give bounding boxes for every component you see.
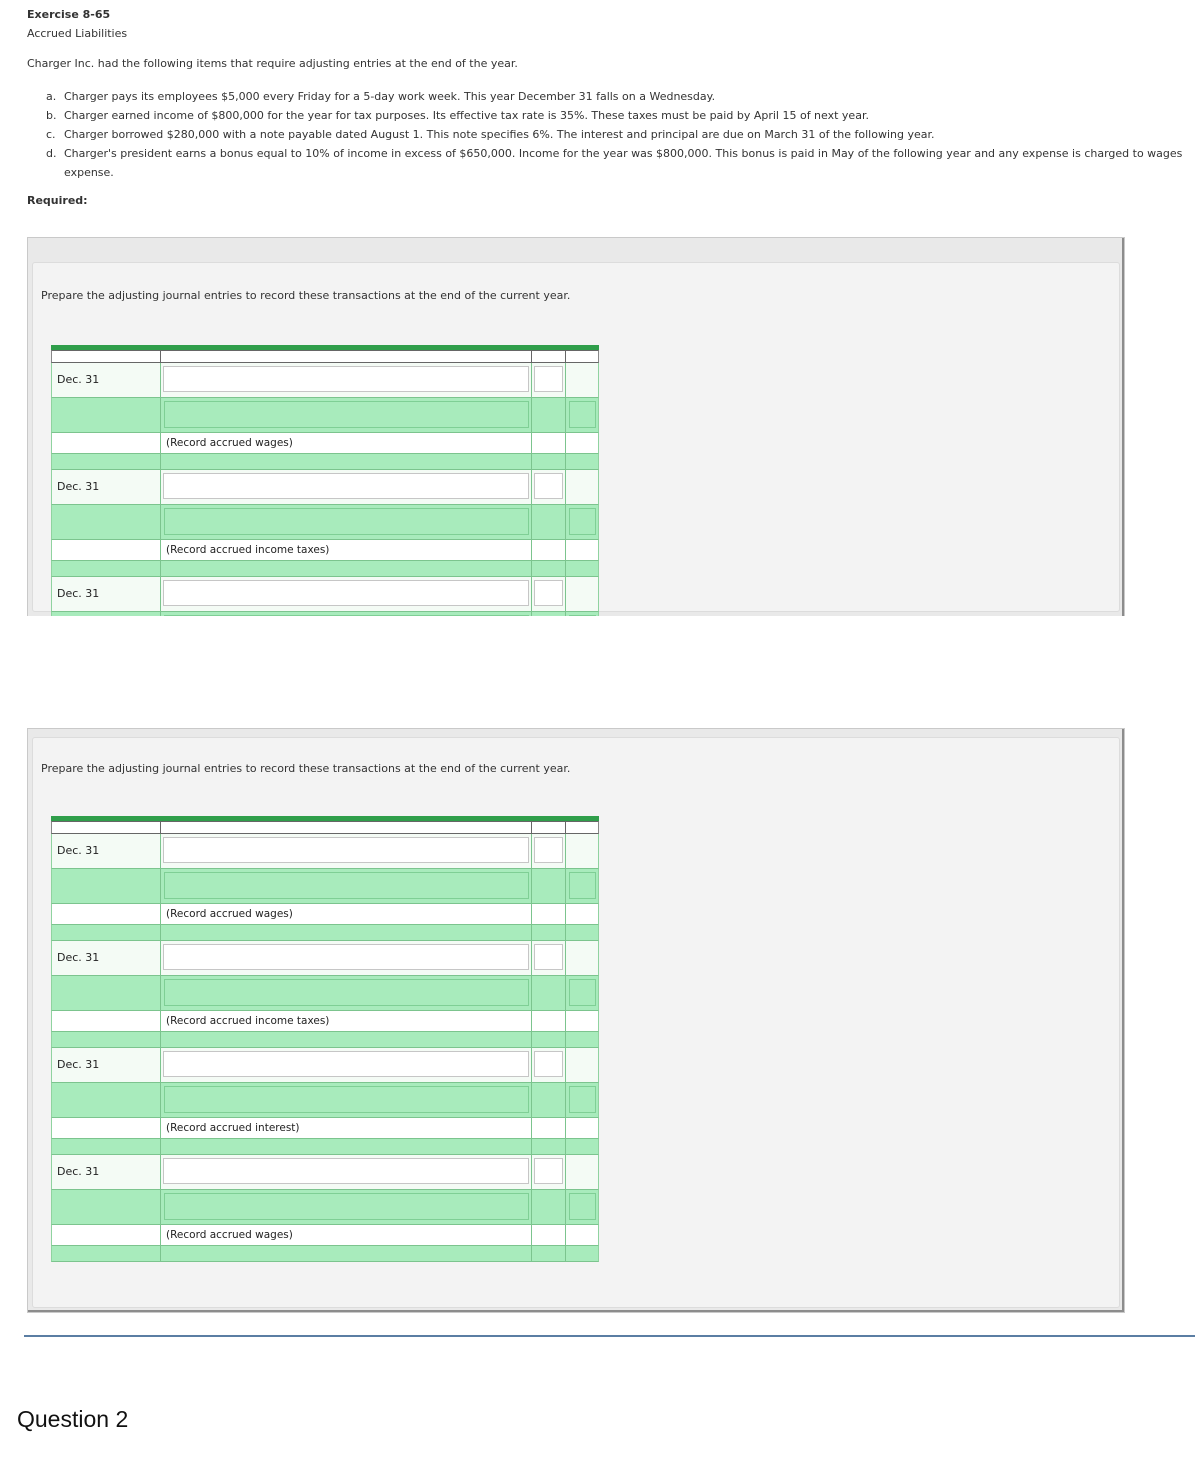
account-cell <box>161 612 532 616</box>
debit-cell <box>532 470 566 504</box>
account-cell <box>161 1083 532 1117</box>
entry-memo: (Record accrued wages) <box>161 433 532 453</box>
item-letter: b. <box>46 109 57 122</box>
credit-account-input[interactable] <box>164 1193 529 1220</box>
entry-date: Dec. 31 <box>52 834 161 868</box>
panel-shadow <box>1122 238 1124 616</box>
transaction-item-d <box>46 144 1192 182</box>
debit-row <box>51 1155 599 1190</box>
account-cell <box>161 1139 532 1154</box>
item-letter: d. <box>46 147 57 160</box>
debit-cell <box>532 1139 566 1154</box>
date-cell <box>52 1139 161 1154</box>
credit-amount-input[interactable] <box>569 979 596 1006</box>
separator-row <box>51 1139 599 1155</box>
panel-body <box>32 737 1120 1308</box>
separator-row <box>51 561 599 577</box>
account-cell <box>161 505 532 539</box>
answer-panel-1 <box>27 237 1125 616</box>
credit-row <box>51 1190 599 1225</box>
item-text: Charger borrowed $280,000 with a note payable dated August 1. This note specifies 6%. The interest and principal are due on March 31 of the following year. <box>64 128 935 141</box>
debit-row <box>51 1048 599 1083</box>
entry-memo: (Record accrued income taxes) <box>161 1011 532 1031</box>
credit-row <box>51 505 599 540</box>
debit-amount-input[interactable] <box>534 580 563 606</box>
credit-cell <box>566 869 598 903</box>
debit-row <box>51 941 599 976</box>
account-cell <box>161 925 532 940</box>
panel-body <box>32 262 1120 612</box>
credit-cell <box>566 1225 598 1245</box>
item-text: Charger earned income of $800,000 for the year for tax purposes. Its effective tax rate is 35%. These taxes must be paid by April 15 of next year. <box>64 109 869 122</box>
memo-row <box>51 1118 599 1139</box>
credit-cell <box>566 834 598 868</box>
account-cell <box>161 976 532 1010</box>
debit-cell <box>532 1032 566 1047</box>
debit-row <box>51 834 599 869</box>
table-header <box>51 821 599 834</box>
credit-cell <box>566 505 598 539</box>
credit-account-input[interactable] <box>164 615 529 616</box>
debit-cell <box>532 1118 566 1138</box>
credit-cell <box>566 1048 598 1082</box>
panel-shadow <box>1122 729 1124 1312</box>
credit-cell <box>566 925 598 940</box>
date-cell <box>52 398 161 432</box>
debit-account-input[interactable] <box>163 366 529 392</box>
account-cell <box>161 454 532 469</box>
account-cell <box>161 398 532 432</box>
debit-cell <box>532 1225 566 1245</box>
entry-date: Dec. 31 <box>52 941 161 975</box>
debit-cell <box>532 577 566 611</box>
debit-cell <box>532 941 566 975</box>
credit-cell <box>566 1083 598 1117</box>
date-cell <box>52 1225 161 1245</box>
date-cell <box>52 1083 161 1117</box>
credit-account-input[interactable] <box>164 508 529 535</box>
transaction-item-b <box>46 106 1192 125</box>
debit-cell <box>532 505 566 539</box>
date-cell <box>52 561 161 576</box>
memo-row <box>51 1225 599 1246</box>
entry-memo: (Record accrued wages) <box>161 1225 532 1245</box>
transaction-list <box>46 87 1192 182</box>
credit-amount-input[interactable] <box>569 1086 596 1113</box>
panel-instruction: Prepare the adjusting journal entries to record these transactions at the end of the current year. <box>41 289 571 302</box>
date-cell <box>52 612 161 616</box>
separator-row <box>51 1032 599 1048</box>
account-cell <box>161 869 532 903</box>
credit-cell <box>566 1246 598 1261</box>
exercise-subtitle: Accrued Liabilities <box>27 27 128 40</box>
debit-cell <box>532 363 566 397</box>
date-cell <box>52 433 161 453</box>
answer-panel-2 <box>27 728 1125 1313</box>
credit-amount-input[interactable] <box>569 872 596 899</box>
credit-cell <box>566 1190 598 1224</box>
date-cell <box>52 976 161 1010</box>
debit-cell <box>532 540 566 560</box>
required-label: Required: <box>27 194 88 207</box>
debit-cell <box>532 976 566 1010</box>
date-cell <box>52 540 161 560</box>
entry-date: Dec. 31 <box>52 1155 161 1189</box>
credit-account-input[interactable] <box>164 872 529 899</box>
credit-cell <box>566 976 598 1010</box>
separator-row <box>51 925 599 941</box>
credit-row <box>51 1083 599 1118</box>
panel-instruction: Prepare the adjusting journal entries to record these transactions at the end of the current year. <box>41 762 571 775</box>
account-cell <box>161 577 532 611</box>
account-cell <box>161 1048 532 1082</box>
transaction-item-a <box>46 87 1192 106</box>
debit-account-input[interactable] <box>163 1051 529 1077</box>
date-cell <box>52 1011 161 1031</box>
date-cell <box>52 505 161 539</box>
debit-row <box>51 577 599 612</box>
credit-account-input[interactable] <box>164 979 529 1006</box>
date-cell <box>52 1032 161 1047</box>
journal-table <box>51 345 599 616</box>
entry-date: Dec. 31 <box>52 470 161 504</box>
entry-memo: (Record accrued income taxes) <box>161 540 532 560</box>
entry-memo: (Record accrued wages) <box>161 904 532 924</box>
credit-cell <box>566 363 598 397</box>
debit-amount-input[interactable] <box>534 944 563 970</box>
credit-cell <box>566 398 598 432</box>
account-cell <box>161 1246 532 1261</box>
item-text: Charger pays its employees $5,000 every Friday for a 5-day work week. This year December 31 falls on a Wednesday. <box>64 90 716 103</box>
separator-row <box>51 1246 599 1262</box>
credit-cell <box>566 1139 598 1154</box>
memo-row <box>51 433 599 454</box>
intro-text: Charger Inc. had the following items that require adjusting entries at the end of the year. <box>27 57 518 70</box>
credit-cell <box>566 612 598 616</box>
credit-amount-input[interactable] <box>569 615 596 616</box>
memo-row <box>51 904 599 925</box>
entry-date: Dec. 31 <box>52 577 161 611</box>
debit-cell <box>532 1011 566 1031</box>
credit-row <box>51 976 599 1011</box>
credit-cell <box>566 470 598 504</box>
debit-cell <box>532 1190 566 1224</box>
credit-cell <box>566 1032 598 1047</box>
entry-memo: (Record accrued interest) <box>161 1118 532 1138</box>
debit-cell <box>532 398 566 432</box>
credit-cell <box>566 454 598 469</box>
credit-cell <box>566 433 598 453</box>
date-cell <box>52 454 161 469</box>
entry-date: Dec. 31 <box>52 1048 161 1082</box>
debit-row <box>51 363 599 398</box>
debit-cell <box>532 904 566 924</box>
credit-cell <box>566 941 598 975</box>
account-cell <box>161 470 532 504</box>
debit-cell <box>532 1246 566 1261</box>
credit-row <box>51 612 599 616</box>
section-divider <box>24 1335 1195 1337</box>
credit-cell <box>566 1118 598 1138</box>
table-header <box>51 350 599 363</box>
debit-account-input[interactable] <box>163 837 529 863</box>
date-cell <box>52 925 161 940</box>
debit-cell <box>532 433 566 453</box>
separator-row <box>51 454 599 470</box>
transaction-item-c <box>46 125 1192 144</box>
exercise-title: Exercise 8-65 <box>27 8 111 21</box>
debit-account-input[interactable] <box>163 944 529 970</box>
debit-cell <box>532 1048 566 1082</box>
account-cell <box>161 1155 532 1189</box>
debit-cell <box>532 1155 566 1189</box>
debit-amount-input[interactable] <box>534 1158 563 1184</box>
memo-row <box>51 540 599 561</box>
debit-amount-input[interactable] <box>534 473 563 499</box>
debit-amount-input[interactable] <box>534 1051 563 1077</box>
debit-row <box>51 470 599 505</box>
debit-cell <box>532 561 566 576</box>
credit-cell <box>566 904 598 924</box>
debit-account-input[interactable] <box>163 580 529 606</box>
credit-cell <box>566 540 598 560</box>
debit-cell <box>532 1083 566 1117</box>
date-cell <box>52 1190 161 1224</box>
credit-amount-input[interactable] <box>569 401 596 428</box>
account-cell <box>161 561 532 576</box>
credit-row <box>51 398 599 433</box>
date-cell <box>52 869 161 903</box>
credit-account-input[interactable] <box>164 401 529 428</box>
account-cell <box>161 1190 532 1224</box>
debit-cell <box>532 925 566 940</box>
debit-cell <box>532 454 566 469</box>
account-cell <box>161 834 532 868</box>
memo-row <box>51 1011 599 1032</box>
credit-cell <box>566 577 598 611</box>
debit-amount-input[interactable] <box>534 837 563 863</box>
account-cell <box>161 363 532 397</box>
question-label: Question 2 <box>17 1406 129 1432</box>
debit-account-input[interactable] <box>163 473 529 499</box>
debit-cell <box>532 834 566 868</box>
item-letter: c. <box>46 128 56 141</box>
date-cell <box>52 904 161 924</box>
journal-table <box>51 816 599 1262</box>
credit-row <box>51 869 599 904</box>
account-cell <box>161 1032 532 1047</box>
debit-cell <box>532 612 566 616</box>
date-cell <box>52 1246 161 1261</box>
credit-amount-input[interactable] <box>569 1193 596 1220</box>
credit-account-input[interactable] <box>164 1086 529 1113</box>
credit-cell <box>566 561 598 576</box>
item-letter: a. <box>46 90 57 103</box>
debit-account-input[interactable] <box>163 1158 529 1184</box>
account-cell <box>161 941 532 975</box>
debit-amount-input[interactable] <box>534 366 563 392</box>
entry-date: Dec. 31 <box>52 363 161 397</box>
item-text: Charger's president earns a bonus equal to 10% of income in excess of $650,000. Income for the year was $800,000. This bonus is paid in May of the following year and any expense is charged to wages expense. <box>64 147 1183 179</box>
date-cell <box>52 1118 161 1138</box>
credit-amount-input[interactable] <box>569 508 596 535</box>
credit-cell <box>566 1011 598 1031</box>
credit-cell <box>566 1155 598 1189</box>
debit-cell <box>532 869 566 903</box>
panel-shadow <box>28 1310 1124 1312</box>
